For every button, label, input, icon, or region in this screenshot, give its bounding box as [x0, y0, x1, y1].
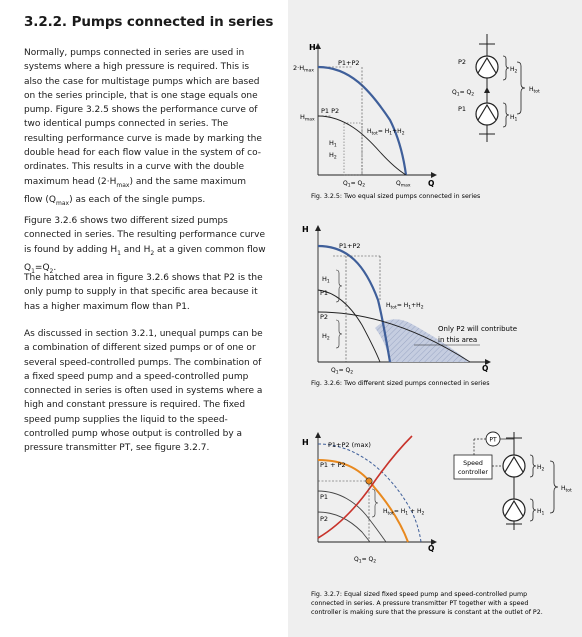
diagram-htot: $H_{tot}$	[529, 86, 540, 95]
figure-3-2-5	[293, 34, 540, 200]
figure-3-2-7	[302, 432, 572, 616]
brace-htot	[517, 62, 525, 114]
htot-label: $H_{tot}= H_1 + H_2$	[383, 508, 425, 517]
curve-label-top: P1+P2	[339, 242, 361, 250]
section-title: 3.2.2. Pumps connected in series	[24, 14, 274, 30]
fig-3-2-7-caption-line-1: Fig. 3.2.7: Equal sized fixed speed pump and speed-controlled pump	[311, 591, 528, 598]
controller-line-1: Speed	[463, 460, 483, 467]
annotation-line-1: Only P2 will contribute	[438, 325, 518, 333]
h1-label: $H_1$	[329, 139, 337, 149]
figures-svg	[288, 0, 582, 637]
paragraph-2: Figure 3.2.6 shows two different sized pumps connected in series. The resulting performance curve is found by adding $H_1$ and $H_2$ at a given common flow $Q_1=Q_2$.	[24, 216, 266, 275]
brace-h2	[530, 455, 536, 477]
curve-p1	[318, 290, 380, 362]
operating-point	[366, 478, 372, 484]
diagram-htot: $H_{tot}$	[561, 485, 572, 494]
figure-panel	[288, 0, 582, 637]
diagram-h2: $H_2$	[510, 66, 518, 75]
system-curve	[318, 436, 412, 538]
qmax-label: $Q_{max}$	[396, 180, 411, 189]
diagram-q12: $Q_1= Q_2$	[452, 89, 475, 98]
axis-q-label: Q	[482, 364, 489, 373]
controller-line-2: controller	[457, 469, 489, 476]
brace-htot	[372, 489, 378, 517]
h1-label: $H_1$	[322, 275, 330, 285]
htot-label: $H_{tot}= H_1+H_2$	[367, 128, 405, 137]
speed-control-diagram	[454, 432, 572, 530]
axis-h-label: H	[309, 43, 316, 52]
brace-h2	[503, 56, 509, 80]
diagram-h2: $H_2$	[537, 464, 545, 473]
diagram-p2: P2	[458, 58, 467, 66]
brace-h1	[503, 103, 509, 127]
y-label-2hmax: $2\cdot H_{max}$	[293, 64, 314, 74]
h2-label: $H_2$	[329, 151, 337, 161]
y-label-hmax: $H_{max}$	[300, 113, 315, 123]
curve-label-p1p2-top: P1+P2	[338, 59, 360, 67]
axis-q-label: Q	[428, 179, 435, 188]
curve-p1	[318, 491, 386, 542]
p1-label: P1	[320, 289, 329, 297]
h1-h2-box	[344, 123, 362, 175]
fig-3-2-7-caption-line-3: controller is making sure that the pressure is constant at the outlet of P2.	[311, 609, 543, 616]
h2-label: $H_2$	[322, 332, 330, 342]
curve-p1p2-series	[318, 246, 390, 362]
annotation-line-2: in this area	[438, 336, 478, 344]
axis-q-label: Q	[428, 544, 435, 553]
brace-htot	[550, 461, 558, 513]
pump-p1-icon	[476, 103, 498, 125]
paragraph-3: The hatched area in figure 3.2.6 shows that P2 is the only pump to supply in that specific area because it has a higher maximum flow than P1.	[24, 273, 263, 312]
pt-label: PT	[489, 436, 497, 444]
p2-label: P2	[320, 515, 329, 523]
q-common-label: $Q_1= Q_2$	[343, 180, 366, 189]
series-pump-diagram	[452, 34, 540, 142]
brace-h2	[336, 320, 342, 348]
pump-p1-icon	[503, 499, 525, 521]
fig-3-2-7-caption-line-2: connected in series. A pressure transmitter PT together with a speed	[311, 600, 529, 607]
curve-label-p1p2-low: P1 P2	[321, 107, 340, 115]
diagram-h1: $H_1$	[510, 114, 518, 123]
axis-h-label: H	[302, 225, 309, 234]
figure-3-2-6	[302, 225, 517, 387]
htot-label: $H_{tot}= H_1+H_2$	[386, 302, 424, 311]
brace-h1	[530, 499, 536, 521]
text-column	[0, 0, 288, 637]
axis-h-label: H	[302, 438, 309, 447]
fig-3-2-6-caption: Fig. 3.2.6: Two different sized pumps connected in series	[311, 380, 490, 387]
diagram-h1: $H_1$	[537, 508, 545, 517]
p1-label: P1	[320, 493, 329, 501]
q-common-label: $Q_1= Q_2$	[354, 556, 377, 565]
diagram-p1: P1	[458, 105, 467, 113]
p2-label: P2	[320, 313, 329, 321]
fig-3-2-5-caption: Fig. 3.2.5: Two equal sized pumps connected in series	[311, 193, 481, 200]
paragraph-4: As discussed in section 3.2.1, unequal pumps can be a combination of different sized pumps or of one or several speed-controlled pumps. The combination of a fixed speed pump and a speed-controlled pump connected in series is often used in systems where a high and constant pressure is required. The fixed speed pump supplies the liquid to the speed-controlled pump whose output is controlled by a pressure transmitter PT, see figure 3.2.7.	[24, 329, 263, 454]
pump-p2-icon	[503, 455, 525, 477]
q-common-label: $Q_1= Q_2$	[331, 367, 354, 376]
curve-label-max: P1+P2 (max)	[328, 441, 371, 449]
paragraph-1: Normally, pumps connected in series are used in systems where a high pressure is required. This is also the case for multistage pumps which are based on the series principle, that is one stage equals one pump. Figure 3.2.5 shows the performance curve of two identical pumps connected in series. The resulting performance curve is made by marking the double head for each flow value in the system of co-ordinates. This results in a curve with the double maximum head $(2\cdot H_{max})$ and the same maximum flow $(Q_{max})$ as each of the single pumps.	[24, 48, 262, 207]
pump-p2-icon	[476, 56, 498, 78]
curve-label-sum: P1 + P2	[320, 461, 346, 469]
